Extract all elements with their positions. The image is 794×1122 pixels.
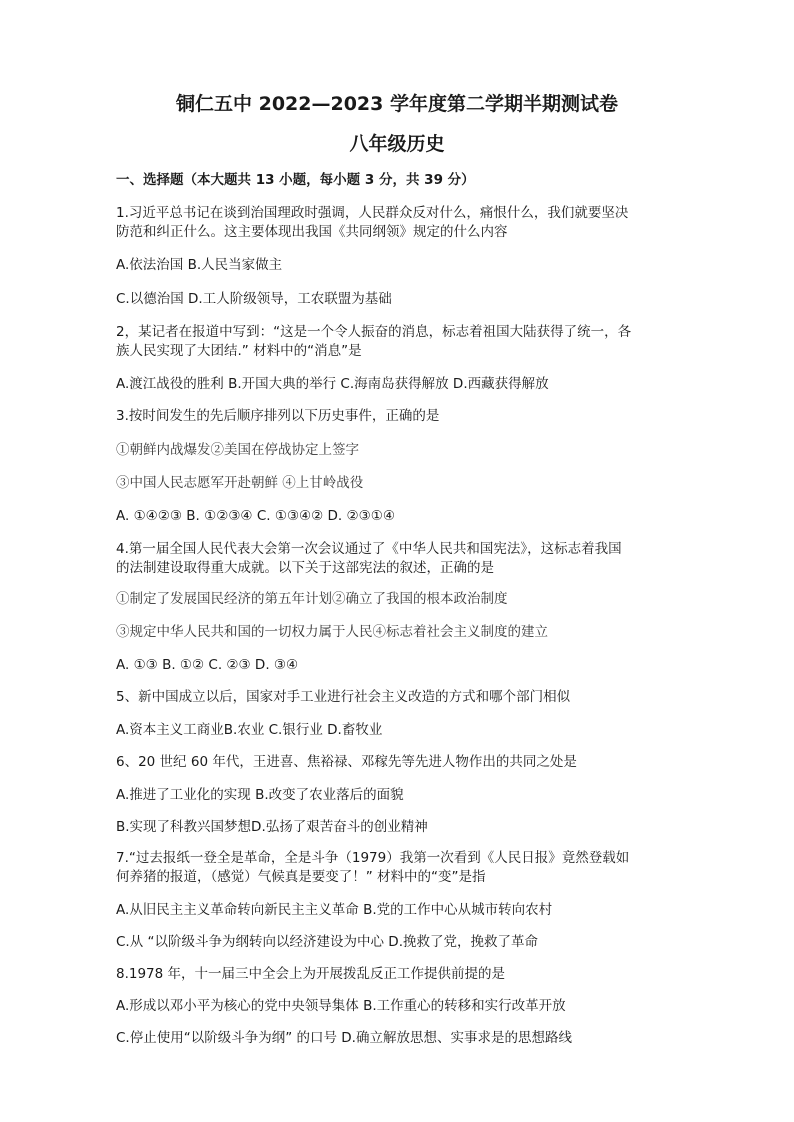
question-4-line-2: 的法制建设取得重大成就。以下关于这部宪法的叙述，正确的是 (116, 560, 494, 576)
question-4-line-1: 4.第一届全国人民代表大会第一次会议通过了《中华人民共和国宪法》，这标志着我国 (116, 541, 622, 557)
question-5-options: A.资本主义工商业B.农业 C.银行业 D.畜牧业 (116, 722, 383, 738)
question-2-line-1: 2，某记者在报道中写到：“这是一个令人振奋的消息，标志着祖国大陆获得了统一，各 (116, 324, 632, 340)
question-1-line-1: 1.习近平总书记在谈到治国理政时强调，人民群众反对什么，痛恨什么，我们就要坚决 (116, 205, 629, 221)
question-7-line-1: 7.“过去报纸一登全是革命，全是斗争（1979）我第一次看到《人民日报》竟然登载如 (116, 850, 630, 866)
question-3-events-1: ①朝鲜内战爆发②美国在停战协定上签字 (116, 442, 359, 458)
question-4-statements-2: ③规定中华人民共和国的一切权力属于人民④标志着社会主义制度的建立 (116, 624, 548, 640)
question-4-options: A. ①③ B. ①② C. ②③ D. ③④ (116, 657, 299, 673)
question-8-options-2: C.停止使用“以阶级斗争为纲” 的口号 D.确立解放思想、实事求是的思想路线 (116, 1030, 572, 1046)
question-8-options-1: A.形成以邓小平为核心的党中央领导集体 B.工作重心的转移和实行改革开放 (116, 998, 566, 1014)
question-6-options-2: B.实现了科教兴国梦想D.弘扬了艰苦奋斗的创业精神 (116, 819, 428, 835)
question-6-stem: 6、20 世纪 60 年代，王进喜、焦裕禄、邓稼先等先进人物作出的共同之处是 (116, 754, 577, 770)
question-1-options-ab: A.依法治国 B.人民当家做主 (116, 257, 283, 273)
question-1-options-cd: C.以德治国 D.工人阶级领导，工农联盟为基础 (116, 291, 392, 307)
question-3-events-2: ③中国人民志愿军开赴朝鲜 ④上甘岭战役 (116, 475, 364, 491)
question-2-options: A.渡江战役的胜利 B.开国大典的举行 C.海南岛获得解放 D.西藏获得解放 (116, 376, 549, 392)
question-8-stem: 8.1978 年，十一届三中全会上为开展拨乱反正工作提供前提的是 (116, 966, 506, 982)
question-6-options-1: A.推进了工业化的实现 B.改变了农业落后的面貌 (116, 787, 404, 803)
question-1-line-2: 防范和纠正什么。这主要体现出我国《共同纲领》规定的什么内容 (116, 224, 508, 240)
question-5-stem: 5、新中国成立以后，国家对手工业进行社会主义改造的方式和哪个部门相似 (116, 689, 571, 705)
exam-title: 铜仁五中 2022—2023 学年度第二学期半期测试卷 (176, 93, 618, 115)
exam-subtitle: 八年级历史 (349, 133, 445, 155)
question-7-options-2: C.从 “以阶级斗争为纲转向以经济建设为中心 D.挽救了党，挽救了革命 (116, 934, 538, 950)
section-heading: 一、选择题（本大题共 13 小题，每小题 3 分，共 39 分） (116, 172, 475, 188)
question-2-line-2: 族人民实现了大团结.” 材料中的“消息”是 (116, 343, 362, 359)
question-4-statements-1: ①制定了发展国民经济的第五年计划②确立了我国的根本政治制度 (116, 591, 508, 607)
question-3-options: A. ①④②③ B. ①②③④ C. ①③④② D. ②③①④ (116, 508, 395, 524)
question-3-stem: 3.按时间发生的先后顺序排列以下历史事件，正确的是 (116, 408, 440, 424)
question-7-options-1: A.从旧民主主义革命转向新民主主义革命 B.党的工作中心从城市转向农村 (116, 902, 553, 918)
question-7-line-2: 何养猪的报道，（感觉）气候真是要变了！” 材料中的“变”是指 (116, 869, 486, 885)
